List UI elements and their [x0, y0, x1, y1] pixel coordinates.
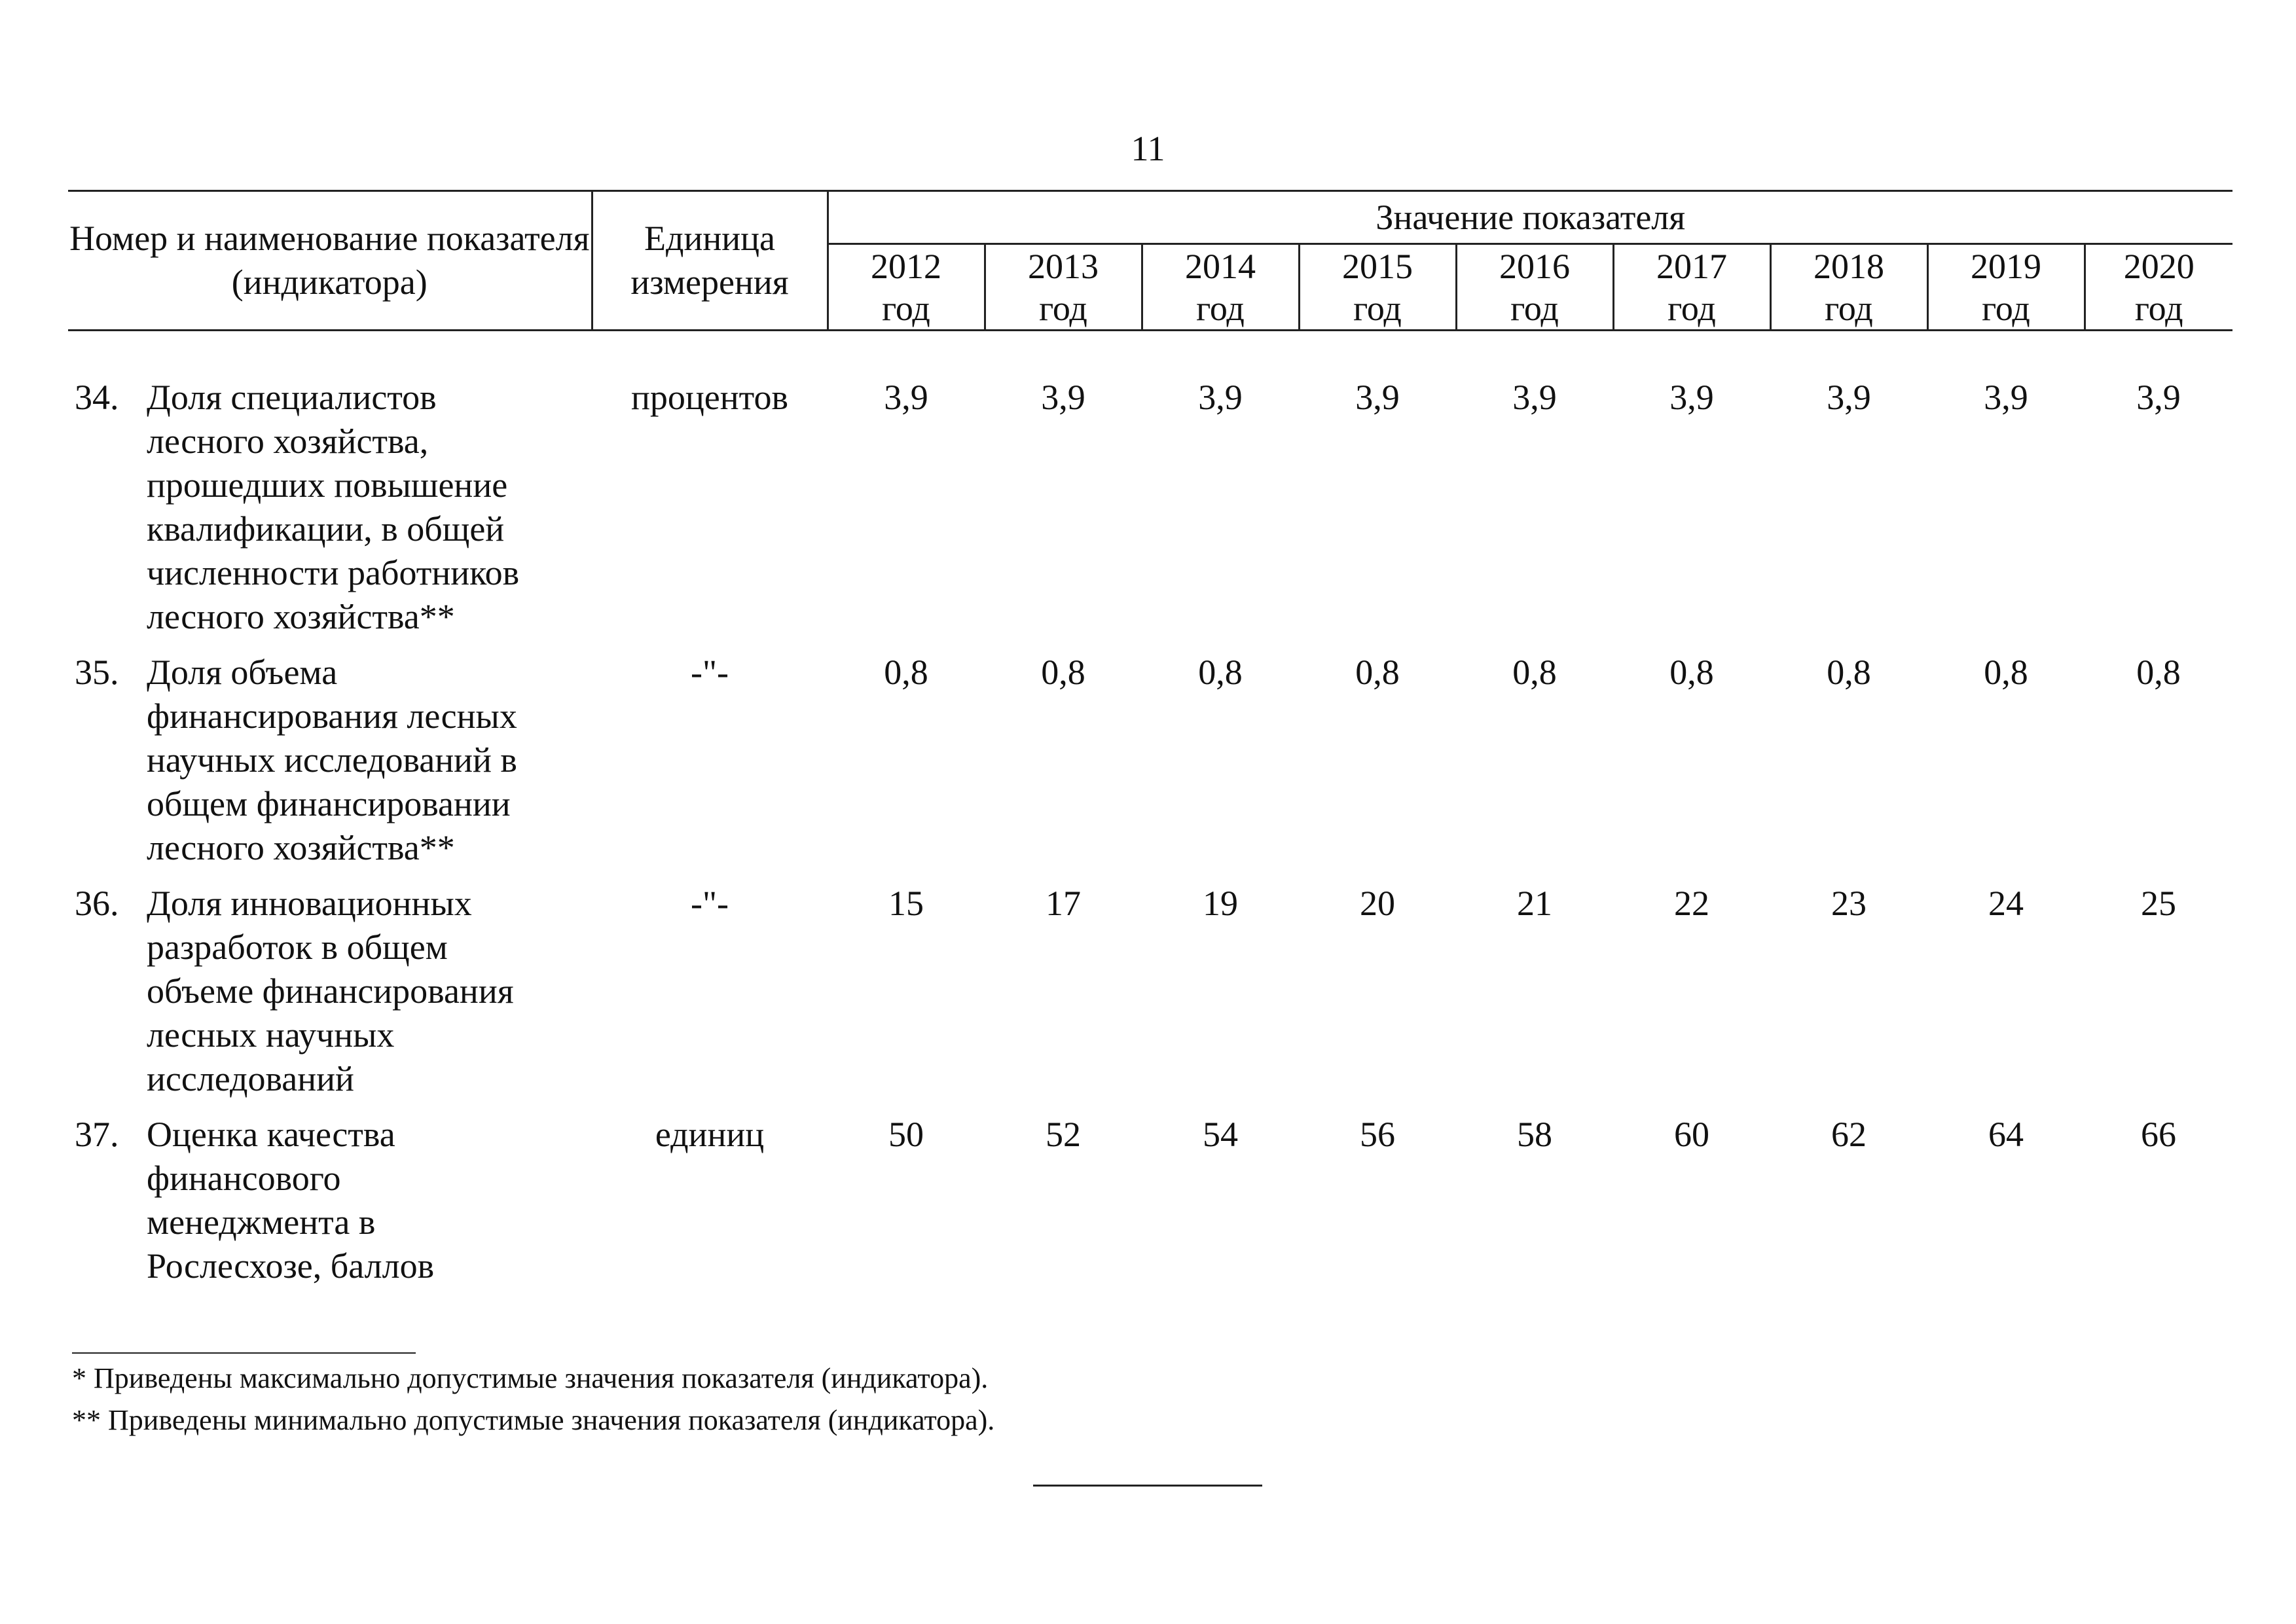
header-indicator-name: Номер и наименование показателя (индикатора)	[68, 191, 592, 331]
value-cell: 20	[1360, 884, 1395, 923]
indicator-label-line: лесного хозяйства**	[147, 828, 455, 867]
value-cell: 23	[1831, 884, 1867, 923]
header-year: 2020 год	[2085, 244, 2232, 331]
indicator-label-line: лесного хозяйства**	[147, 597, 455, 636]
value-cell: 3,9	[1984, 378, 2028, 417]
indicator-label-line: финансирования лесных	[147, 696, 517, 736]
value-cell: 3,9	[1355, 378, 1400, 417]
header-year: 2012 год	[828, 244, 985, 331]
header-unit: Единица измерения	[592, 191, 828, 331]
value-cell: 50	[888, 1115, 924, 1154]
value-cell: 21	[1517, 884, 1552, 923]
end-of-page-rule	[1033, 1485, 1262, 1487]
indicator-label-line: общем финансировании	[147, 784, 511, 823]
indicator-name-cell	[68, 882, 592, 1113]
value-cell: 3,9	[2136, 378, 2181, 417]
footnote-min-values: ** Приведены минимально допустимые значения показателя (индикатора).	[72, 1404, 995, 1436]
indicator-label-line: разработок в общем	[147, 928, 448, 967]
value-cell: 0,8	[1041, 653, 1085, 692]
header-year: 2019 год	[1927, 244, 2085, 331]
value-cell: 3,9	[1512, 378, 1557, 417]
value-cell: 25	[2141, 884, 2176, 923]
indicator-label-line: финансового	[147, 1159, 341, 1198]
value-cell: 22	[1674, 884, 1709, 923]
value-cell: 52	[1046, 1115, 1081, 1154]
value-cell: 15	[888, 884, 924, 923]
value-cell: 3,9	[884, 378, 928, 417]
footnote-divider	[72, 1352, 416, 1354]
table-row	[68, 1113, 2232, 1300]
indicator-label-line: прошедших повышение	[147, 465, 508, 505]
value-cell: 64	[1988, 1115, 2024, 1154]
header-value-group: Значение показателя	[828, 191, 2232, 244]
value-cell: 0,8	[1512, 653, 1557, 692]
page-number: 11	[1131, 129, 1165, 168]
value-cell: 3,9	[1669, 378, 1714, 417]
value-cell: 3,9	[1198, 378, 1243, 417]
indicator-label-line: менеджмента в	[147, 1202, 376, 1242]
row-number: 34.	[75, 378, 119, 417]
unit-cell: -"-	[690, 884, 729, 923]
value-cell: 54	[1203, 1115, 1238, 1154]
header-year: 2013 год	[985, 244, 1142, 331]
value-cell: 0,8	[1355, 653, 1400, 692]
value-cell: 19	[1203, 884, 1238, 923]
value-cell: 3,9	[1827, 378, 1871, 417]
row-number: 35.	[75, 653, 119, 692]
value-cell: 62	[1831, 1115, 1867, 1154]
row-number: 37.	[75, 1115, 119, 1154]
indicator-label-line: Доля инновационных	[147, 884, 472, 923]
indicator-label-line: Рослесхозе, баллов	[147, 1246, 435, 1286]
value-cell: 56	[1360, 1115, 1395, 1154]
indicator-name-cell	[68, 651, 592, 882]
value-cell: 66	[2141, 1115, 2176, 1154]
indicator-name-cell	[68, 1113, 592, 1300]
header-year: 2017 год	[1613, 244, 1770, 331]
indicator-label-line: Доля специалистов	[147, 378, 437, 417]
header-year: 2014 год	[1142, 244, 1299, 331]
indicator-label-line: Оценка качества	[147, 1115, 395, 1154]
table-row	[68, 651, 2232, 882]
value-cell: 0,8	[1198, 653, 1243, 692]
indicator-name-cell	[68, 376, 592, 651]
indicator-label-line: лесного хозяйства,	[147, 422, 429, 461]
value-cell: 17	[1046, 884, 1081, 923]
value-cell: 24	[1988, 884, 2024, 923]
unit-cell: -"-	[690, 653, 729, 692]
value-cell: 0,8	[1984, 653, 2028, 692]
value-cell: 3,9	[1041, 378, 1085, 417]
value-cell: 0,8	[1827, 653, 1871, 692]
value-cell: 0,8	[1669, 653, 1714, 692]
indicator-table	[68, 190, 2232, 1300]
indicator-label-line: научных исследований в	[147, 740, 517, 780]
indicator-label-line: лесных научных	[147, 1015, 395, 1055]
row-number: 36.	[75, 884, 119, 923]
value-cell: 58	[1517, 1115, 1552, 1154]
value-cell: 60	[1674, 1115, 1709, 1154]
value-cell: 0,8	[884, 653, 928, 692]
table-row	[68, 376, 2232, 651]
indicator-table-container	[68, 190, 2232, 1300]
indicator-label-line: Доля объема	[147, 653, 338, 692]
unit-cell: процентов	[630, 378, 789, 417]
table-row	[68, 882, 2232, 1113]
header-year: 2018 год	[1770, 244, 1927, 331]
indicator-label-line: квалификации, в общей	[147, 509, 505, 549]
indicator-label-line: численности работников	[147, 553, 520, 592]
header-year: 2016 год	[1456, 244, 1613, 331]
header-year: 2015 год	[1299, 244, 1456, 331]
indicator-label-line: объеме финансирования	[147, 971, 514, 1011]
unit-cell: единиц	[655, 1115, 765, 1154]
footnotes	[72, 1358, 994, 1441]
indicator-label-line: исследований	[147, 1059, 354, 1098]
footnote-max-values: * Приведены максимально допустимые значения показателя (индикатора).	[72, 1362, 989, 1394]
value-cell: 0,8	[2136, 653, 2181, 692]
